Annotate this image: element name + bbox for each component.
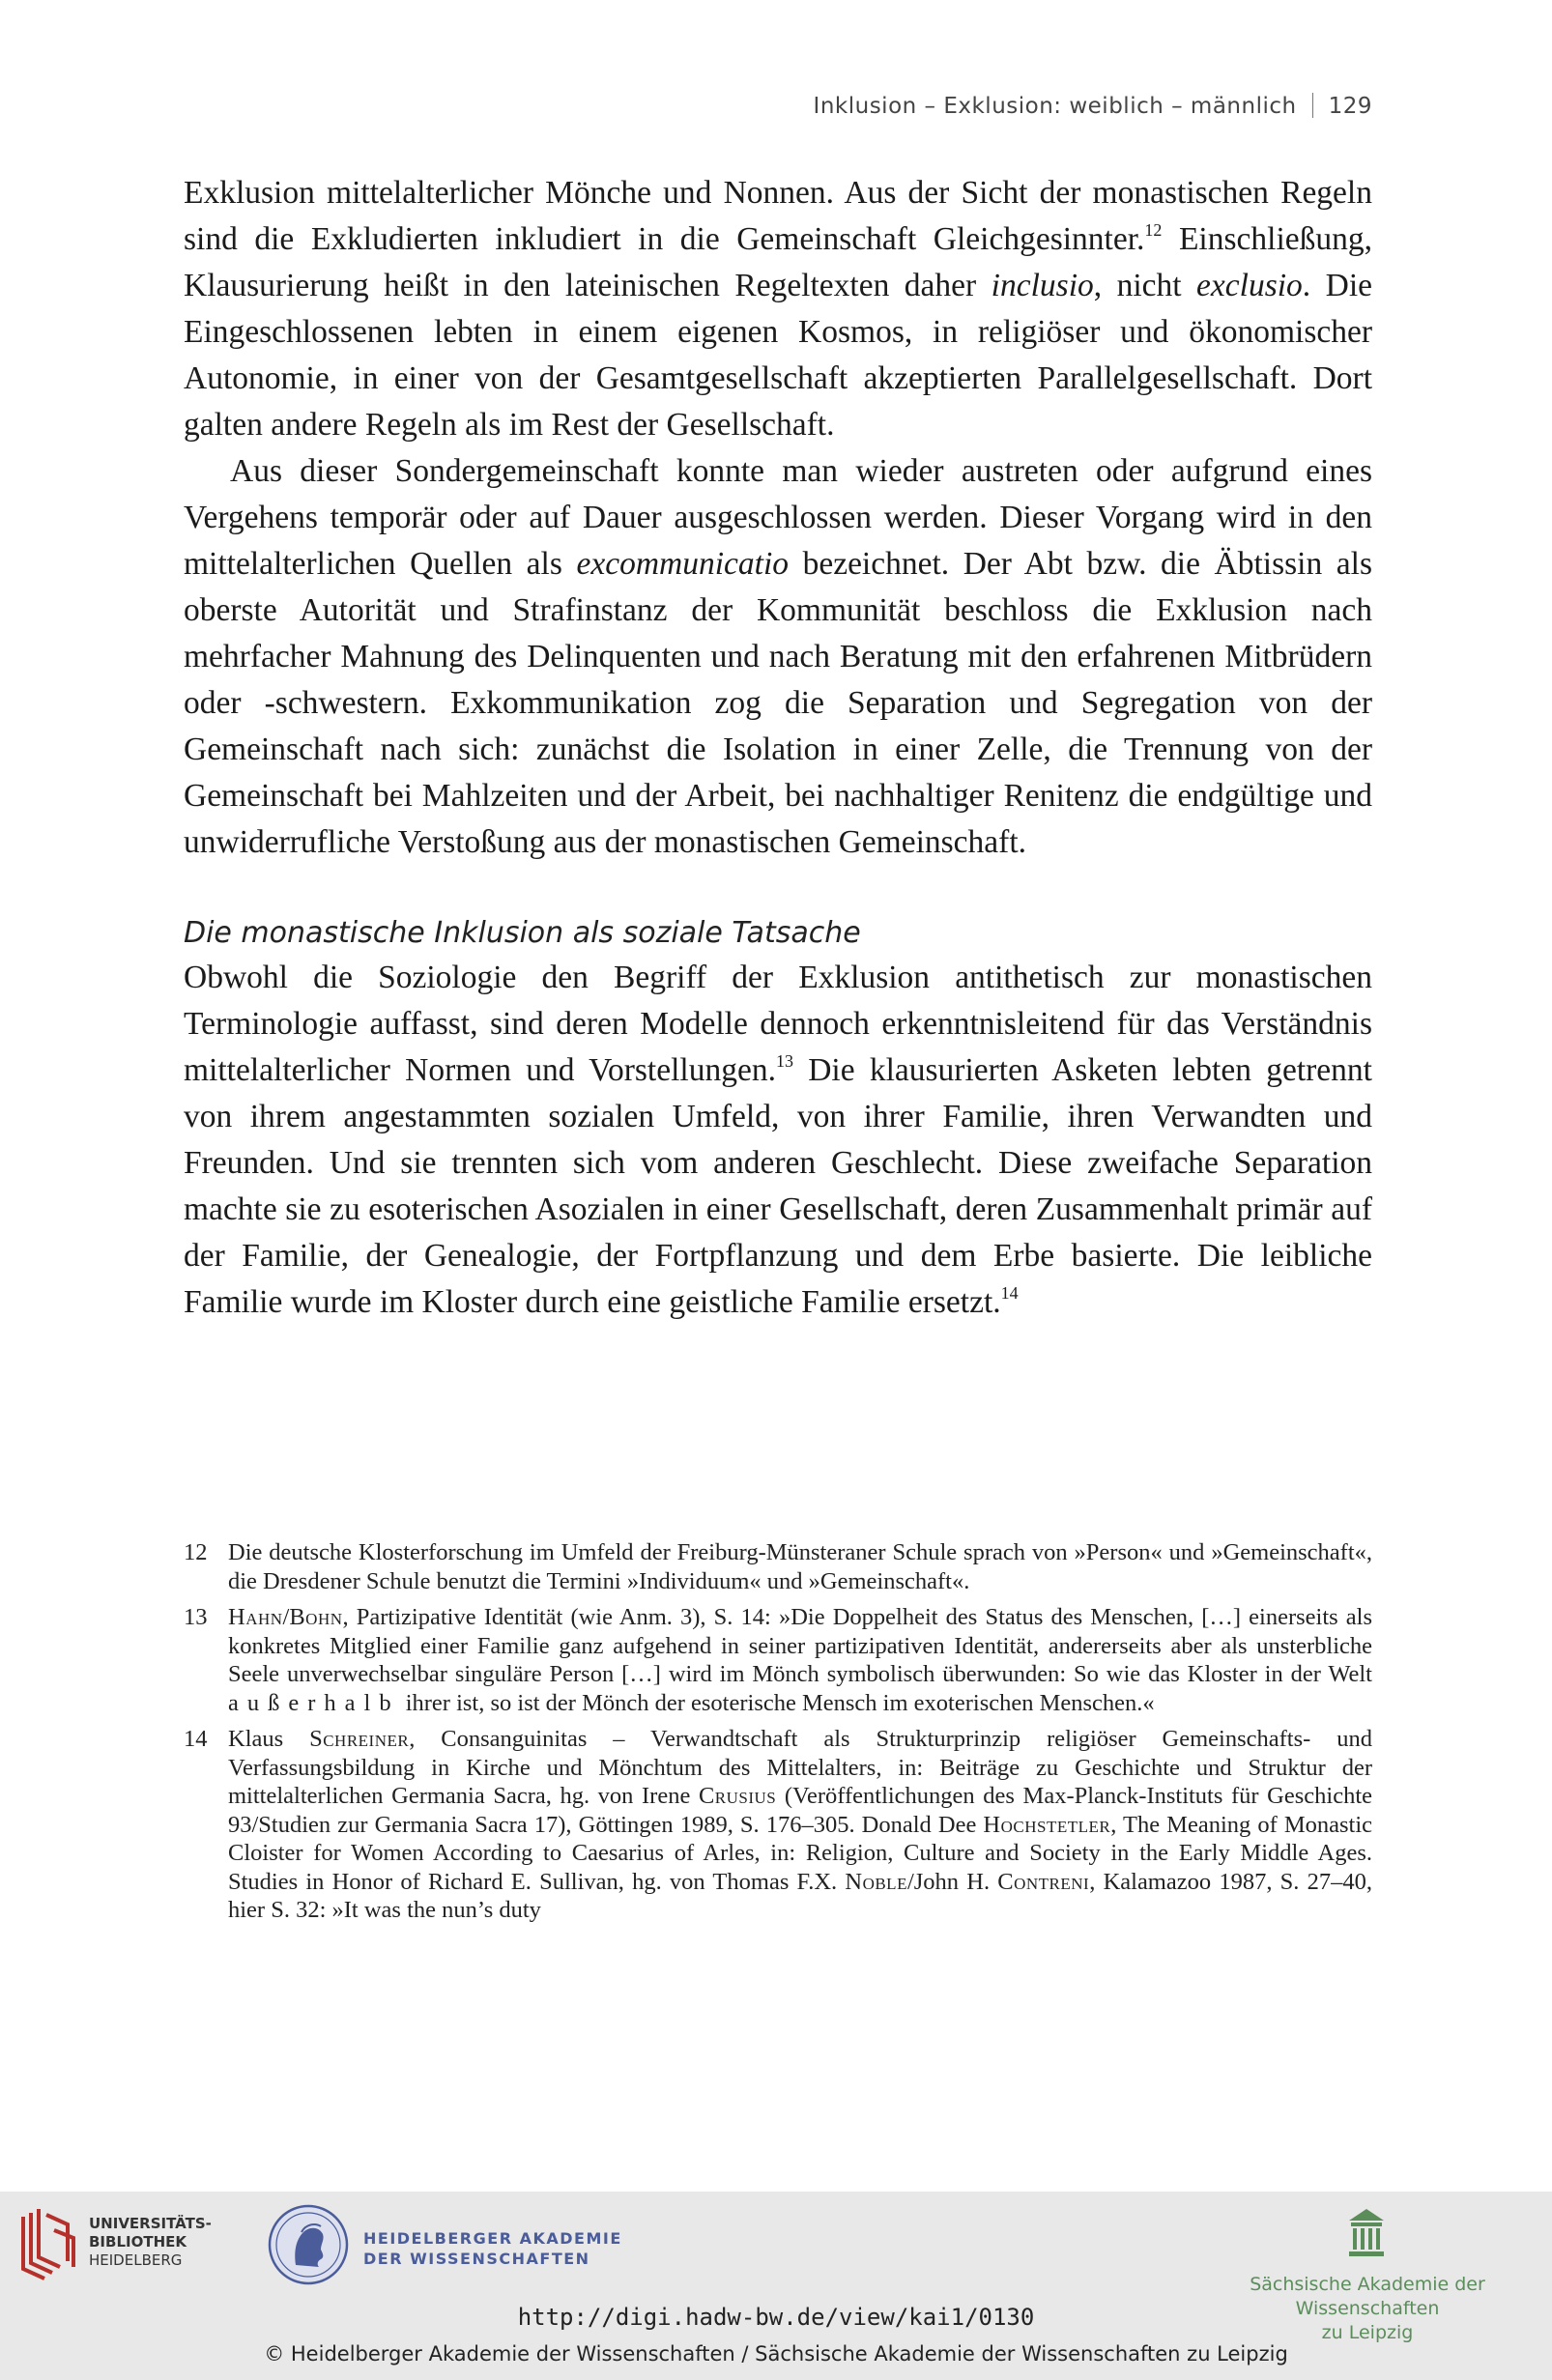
footnote-12 [184, 1538, 1372, 1595]
paragraph-text: Einschließung, Klausurierung heißt in den lateinischen Regeltexten daher [184, 221, 1372, 303]
term-inclusio: inclusio [991, 268, 1094, 303]
paragraph-text: Aus dieser Sondergemeinschaft konnte man wieder austreten oder aufgrund eines Vergehens temporär oder auf Dauer ausgeschlossen werden. Dieser Vorgang wird in den mittelalterlichen Quellen als [184, 453, 1372, 582]
footnote-number: 14 [184, 1726, 208, 1752]
ub-line-2: BIBLIOTHEK [89, 2233, 187, 2251]
hadw-line-1: HEIDELBERGER AKADEMIE [363, 2229, 622, 2248]
saw-logo-icon [1347, 2207, 1386, 2259]
footnote-text-part: , Partizipative Identität (wie Anm. 3), S. 14: »Die Doppelheit des Status des Menschen, […] einerseits als konkretes Mitglied einer Familie ganz aufgehend in seiner partizipativen Identität, andererseits aber als unsterbliche Seele unverwechselbar singuläre Person […] wird im Mönch symbolisch überwunden: So wie das Kloster in der Welt [228, 1604, 1372, 1687]
saw-line-2: zu Leipzig [1321, 2322, 1414, 2343]
paragraph-text: Obwohl die Soziologie den Begriff der Exklusion antithetisch zur monastischen Terminologie auffasst, sind deren Modelle dennoch erkenntnisleitend für das Verständnis mittelalterlicher Normen und Vorstellungen. [184, 960, 1372, 1088]
footnote-text [228, 1725, 1372, 1925]
footnote-ref-13: 13 [775, 1051, 793, 1071]
paragraph-text: Exklusion mittelalterlicher Mönche und Nonnen. Aus der Sicht der monastischen Regeln sind die Exkludierten inkludiert in die Gemeinschaft Gleichgesinnter. [184, 175, 1372, 257]
footnote-number: 13 [184, 1604, 208, 1630]
running-head [184, 93, 1372, 119]
hadw-logo-icon [267, 2203, 350, 2286]
source-url[interactable]: http://digi.hadw-bw.de/view/kai1/0130 [517, 2304, 1035, 2331]
ub-logo-text [89, 2215, 212, 2270]
saw-line-1: Sächsische Akademie der Wissenschaften [1250, 2274, 1485, 2319]
hadw-line-2: DER WISSENSCHAFTEN [363, 2250, 590, 2268]
footnotes [184, 1538, 1372, 1933]
author-name: Crusius [698, 1783, 777, 1809]
footnote-text [228, 1603, 1372, 1717]
author-name: Bohn [289, 1604, 343, 1630]
body-text [184, 170, 1372, 1326]
paragraph-3 [184, 955, 1372, 1326]
footnote-number: 12 [184, 1539, 208, 1565]
running-head-title: Inklusion – Exklusion: weiblich – männlich [813, 94, 1297, 119]
paragraph-text: Die klausurierten Asketen lebten getrennt von ihrem angestammten sozialen Umfeld, von ihrer Familie, ihren Verwandten und Freunden. Und sie trennten sich vom anderen Geschlecht. Diese zweifache Separation machte sie zu esoterischen Asozialen in einer Gesellschaft, deren Zusammenhalt primär auf der Familie, der Genealogie, der Fortpflanzung und dem Erbe basierte. Die leibliche Familie wurde im Kloster durch eine geistliche Familie ersetzt. [184, 1052, 1372, 1320]
footnote-text: Die deutsche Klosterforschung im Umfeld der Freiburg-Münsteraner Schule sprach von »Person« und »Gemeinschaft«, die Dresdener Schule benutzt die Termini »Individuum« und »Gemeinschaft«. [228, 1539, 1372, 1594]
paragraph-1 [184, 170, 1372, 448]
footnote-text-part: , Kalamazoo 1987, S. 27–40, hier S. 32: »It was the nun’s duty [228, 1868, 1372, 1923]
spaced-word: außerhalb [228, 1689, 400, 1716]
running-head-divider [1312, 93, 1313, 118]
footnote-text-part: , The Meaning of Monastic Cloister for Women According to Caesarius of Arles, in: Religion, Culture and Society in the Early Middle Ages. Studies in Honor of Richard E. Sullivan, hg. von Thomas F.X. [228, 1811, 1373, 1895]
paragraph-text: , nicht [1093, 268, 1197, 303]
footnote-13 [184, 1603, 1372, 1717]
footnote-text-part: Klaus [228, 1726, 310, 1752]
ub-logo-icon [15, 2209, 81, 2282]
footnote-ref-14: 14 [1000, 1283, 1019, 1303]
page-number: 129 [1328, 94, 1372, 119]
footnote-text-part: (Veröffentlichungen des Max-Planck-Instituts für Geschichte 93/Studien zur Germania Sacra 17), Göttingen 1989, S. 176–305. Donald Dee [228, 1783, 1372, 1838]
footnote-text-part: ihrer ist, so ist der Mönch der esoterische Mensch im exoterischen Menschen.« [399, 1689, 1155, 1716]
copyright-notice: © Heidelberger Akademie der Wissenschaften / Sächsische Akademie der Wissenschaften zu Leipzig [264, 2342, 1288, 2366]
footnote-ref-12: 12 [1144, 220, 1163, 240]
paragraph-text: . Die Eingeschlossenen lebten in einem eigenen Kosmos, in religiöser und ökonomischer Autonomie, in einer von der Gesamtgesellschaft akzeptierten Parallelgesellschaft. Dort galten andere Regeln als im Rest der Gesellschaft. [184, 268, 1373, 443]
author-name: Hochstetler [983, 1811, 1111, 1838]
section-title: Die monastische Inklusion als soziale Tatsache [184, 916, 861, 950]
ub-line-3: HEIDELBERG [89, 2251, 183, 2269]
term-excommunicatio: excommunicatio [576, 546, 790, 582]
footnote-text-part: /John H. [906, 1868, 998, 1895]
paragraph-text: bezeichnet. Der Abt bzw. die Äbtissin als oberste Autorität und Strafinstanz der Kommunität beschloss die Exklusion nach mehrfacher Mahnung des Delinquenten und nach Beratung mit den erfahrenen Mitbrüdern oder -schwestern. Exkommunikation zog die Separation und Segregation von der Gemeinschaft nach sich: zunächst die Isolation in einer Zelle, die Trennung von der Gemeinschaft bei Mahlzeiten und der Arbeit, bei nachhaltiger Renitenz die endgültige und unwiderrufliche Verstoßung aus der monastischen Gemeinschaft. [184, 546, 1372, 860]
footnote-14 [184, 1725, 1372, 1925]
footnote-text-part: , Consanguinitas – Verwandtschaft als Strukturprinzip religiöser Gemeinschafts- und Verfassungsbildung in Kirche und Mönchtum des Mittelalters, in: Beiträge zu Geschichte und Struktur der mittelalterlichen Germania Sacra, hg. von Irene [228, 1726, 1372, 1809]
author-name: Hahn [228, 1604, 283, 1630]
author-name: Schreiner [309, 1726, 410, 1752]
term-exclusio: exclusio [1196, 268, 1303, 303]
paragraph-2 [184, 448, 1372, 866]
hadw-logo-text [363, 2228, 622, 2269]
author-name: Contreni [997, 1868, 1090, 1895]
author-name: Noble [845, 1868, 907, 1895]
ub-line-1: UNIVERSITÄTS- [89, 2215, 212, 2232]
footnote-text-part: / [282, 1604, 290, 1630]
